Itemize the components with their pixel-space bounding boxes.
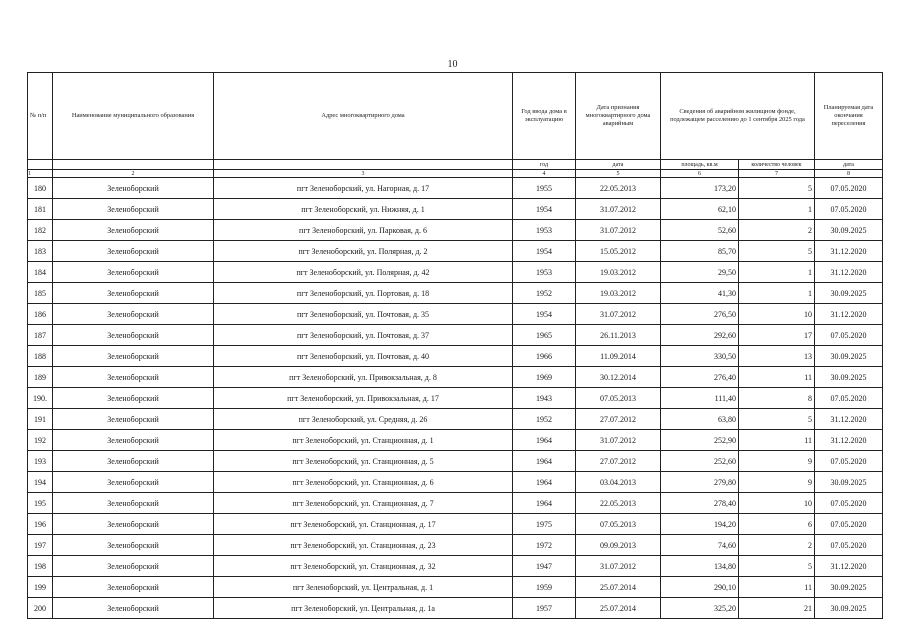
people-cell: 6 bbox=[739, 514, 815, 535]
address-cell: пгт Зеленоборский, ул. Станционная, д. 1 bbox=[214, 430, 513, 451]
date-recognized-cell: 27.07.2012 bbox=[576, 409, 661, 430]
municipality-cell: Зеленоборский bbox=[53, 388, 214, 409]
date-recognized-cell: 22.05.2013 bbox=[576, 178, 661, 199]
planned-date-cell: 30.09.2025 bbox=[815, 283, 883, 304]
planned-date-cell: 31.12.2020 bbox=[815, 262, 883, 283]
municipality-cell: Зеленоборский bbox=[53, 220, 214, 241]
table-body bbox=[28, 178, 883, 619]
people-cell: 11 bbox=[739, 367, 815, 388]
table-row bbox=[28, 388, 883, 409]
table-row bbox=[28, 304, 883, 325]
address-cell: пгт Зеленоборский, ул. Парковая, д. 6 bbox=[214, 220, 513, 241]
table-row bbox=[28, 346, 883, 367]
date-recognized-cell: 19.03.2012 bbox=[576, 283, 661, 304]
area-cell: 276,50 bbox=[661, 304, 739, 325]
people-cell: 11 bbox=[739, 577, 815, 598]
table-row bbox=[28, 262, 883, 283]
row-number: 185 bbox=[28, 283, 53, 304]
column-number: 2 bbox=[53, 170, 214, 178]
table-row bbox=[28, 325, 883, 346]
address-cell: пгт Зеленоборский, ул. Привокзальная, д. 17 bbox=[214, 388, 513, 409]
column-number: 6 bbox=[661, 170, 739, 178]
municipality-cell: Зеленоборский bbox=[53, 199, 214, 220]
header-date-recognized: Дата признания многоквартирного дома аварийным bbox=[576, 73, 661, 160]
planned-date-cell: 07.05.2020 bbox=[815, 493, 883, 514]
planned-date-cell: 31.12.2020 bbox=[815, 409, 883, 430]
planned-date-cell: 07.05.2020 bbox=[815, 388, 883, 409]
area-cell: 41,30 bbox=[661, 283, 739, 304]
table-row bbox=[28, 178, 883, 199]
address-cell: пгт Зеленоборский, ул. Почтовая, д. 35 bbox=[214, 304, 513, 325]
municipality-cell: Зеленоборский bbox=[53, 346, 214, 367]
planned-date-cell: 31.12.2020 bbox=[815, 556, 883, 577]
header-municipality: Наименование муниципального образования bbox=[53, 73, 214, 160]
people-cell: 10 bbox=[739, 304, 815, 325]
row-number: 183 bbox=[28, 241, 53, 262]
address-cell: пгт Зеленоборский, ул. Портовая, д. 18 bbox=[214, 283, 513, 304]
area-cell: 85,70 bbox=[661, 241, 739, 262]
planned-date-cell: 30.09.2025 bbox=[815, 367, 883, 388]
area-cell: 252,90 bbox=[661, 430, 739, 451]
table-row bbox=[28, 199, 883, 220]
municipality-cell: Зеленоборский bbox=[53, 577, 214, 598]
municipality-cell: Зеленоборский bbox=[53, 367, 214, 388]
emergency-housing-table bbox=[27, 72, 883, 619]
date-recognized-cell: 26.11.2013 bbox=[576, 325, 661, 346]
people-cell: 2 bbox=[739, 220, 815, 241]
date-recognized-cell: 11.09.2014 bbox=[576, 346, 661, 367]
table-row bbox=[28, 514, 883, 535]
address-cell: пгт Зеленоборский, ул. Станционная, д. 5 bbox=[214, 451, 513, 472]
date-recognized-cell: 27.07.2012 bbox=[576, 451, 661, 472]
planned-date-cell: 30.09.2025 bbox=[815, 577, 883, 598]
date-recognized-cell: 25.07.2014 bbox=[576, 598, 661, 619]
municipality-cell: Зеленоборский bbox=[53, 304, 214, 325]
date-recognized-cell: 09.09.2013 bbox=[576, 535, 661, 556]
municipality-cell: Зеленоборский bbox=[53, 451, 214, 472]
planned-date-cell: 31.12.2020 bbox=[815, 241, 883, 262]
area-cell: 74,60 bbox=[661, 535, 739, 556]
year-cell: 1959 bbox=[513, 577, 576, 598]
address-cell: пгт Зеленоборский, ул. Станционная, д. 32 bbox=[214, 556, 513, 577]
year-cell: 1969 bbox=[513, 367, 576, 388]
people-cell: 8 bbox=[739, 388, 815, 409]
address-cell: пгт Зеленоборский, ул. Почтовая, д. 37 bbox=[214, 325, 513, 346]
row-number: 191 bbox=[28, 409, 53, 430]
year-cell: 1954 bbox=[513, 304, 576, 325]
date-recognized-cell: 31.07.2012 bbox=[576, 430, 661, 451]
people-cell: 9 bbox=[739, 451, 815, 472]
year-cell: 1953 bbox=[513, 262, 576, 283]
area-cell: 290,10 bbox=[661, 577, 739, 598]
planned-date-cell: 07.05.2020 bbox=[815, 325, 883, 346]
row-number: 188 bbox=[28, 346, 53, 367]
unit-date: дата bbox=[576, 160, 661, 170]
municipality-cell: Зеленоборский bbox=[53, 178, 214, 199]
header-year: Год ввода дома в эксплуатацию bbox=[513, 73, 576, 160]
year-cell: 1952 bbox=[513, 283, 576, 304]
date-recognized-cell: 07.05.2013 bbox=[576, 514, 661, 535]
address-cell: пгт Зеленоборский, ул. Нижняя, д. 1 bbox=[214, 199, 513, 220]
year-cell: 1943 bbox=[513, 388, 576, 409]
row-number: 195 bbox=[28, 493, 53, 514]
row-number: 200 bbox=[28, 598, 53, 619]
year-cell: 1955 bbox=[513, 178, 576, 199]
table-row bbox=[28, 598, 883, 619]
column-number: 4 bbox=[513, 170, 576, 178]
unit-year: год bbox=[513, 160, 576, 170]
area-cell: 63,80 bbox=[661, 409, 739, 430]
people-cell: 9 bbox=[739, 472, 815, 493]
header-planned-date: Планируемая дата окончания переселения bbox=[815, 73, 883, 160]
people-cell: 17 bbox=[739, 325, 815, 346]
planned-date-cell: 31.12.2020 bbox=[815, 430, 883, 451]
area-cell: 330,50 bbox=[661, 346, 739, 367]
row-number: 180 bbox=[28, 178, 53, 199]
area-cell: 134,80 bbox=[661, 556, 739, 577]
municipality-cell: Зеленоборский bbox=[53, 535, 214, 556]
address-cell: пгт Зеленоборский, ул. Полярная, д. 2 bbox=[214, 241, 513, 262]
date-recognized-cell: 31.07.2012 bbox=[576, 304, 661, 325]
municipality-cell: Зеленоборский bbox=[53, 262, 214, 283]
address-cell: пгт Зеленоборский, ул. Станционная, д. 23 bbox=[214, 535, 513, 556]
municipality-cell: Зеленоборский bbox=[53, 283, 214, 304]
planned-date-cell: 31.12.2020 bbox=[815, 304, 883, 325]
address-cell: пгт Зеленоборский, ул. Средняя, д. 26 bbox=[214, 409, 513, 430]
year-cell: 1954 bbox=[513, 241, 576, 262]
year-cell: 1975 bbox=[513, 514, 576, 535]
area-cell: 173,20 bbox=[661, 178, 739, 199]
table-row bbox=[28, 556, 883, 577]
address-cell: пгт Зеленоборский, ул. Почтовая, д. 40 bbox=[214, 346, 513, 367]
row-number: 184 bbox=[28, 262, 53, 283]
municipality-cell: Зеленоборский bbox=[53, 493, 214, 514]
people-cell: 2 bbox=[739, 535, 815, 556]
row-number: 186 bbox=[28, 304, 53, 325]
date-recognized-cell: 31.07.2012 bbox=[576, 199, 661, 220]
column-number: 7 bbox=[739, 170, 815, 178]
date-recognized-cell: 03.04.2013 bbox=[576, 472, 661, 493]
header-address: Адрес многоквартирного дома bbox=[214, 73, 513, 160]
date-recognized-cell: 31.07.2012 bbox=[576, 556, 661, 577]
unit-area: площадь, кв.м bbox=[661, 160, 739, 170]
people-cell: 1 bbox=[739, 262, 815, 283]
row-number: 189 bbox=[28, 367, 53, 388]
municipality-cell: Зеленоборский bbox=[53, 430, 214, 451]
planned-date-cell: 07.05.2020 bbox=[815, 514, 883, 535]
row-number: 182 bbox=[28, 220, 53, 241]
table-row bbox=[28, 283, 883, 304]
area-cell: 111,40 bbox=[661, 388, 739, 409]
table-row bbox=[28, 241, 883, 262]
row-number: 199 bbox=[28, 577, 53, 598]
year-cell: 1964 bbox=[513, 430, 576, 451]
year-cell: 1964 bbox=[513, 451, 576, 472]
people-cell: 21 bbox=[739, 598, 815, 619]
year-cell: 1952 bbox=[513, 409, 576, 430]
municipality-cell: Зеленоборский bbox=[53, 556, 214, 577]
area-cell: 62,10 bbox=[661, 199, 739, 220]
year-cell: 1966 bbox=[513, 346, 576, 367]
date-recognized-cell: 25.07.2014 bbox=[576, 577, 661, 598]
year-cell: 1972 bbox=[513, 535, 576, 556]
area-cell: 325,20 bbox=[661, 598, 739, 619]
row-number: 181 bbox=[28, 199, 53, 220]
row-number: 198 bbox=[28, 556, 53, 577]
column-number: 3 bbox=[214, 170, 513, 178]
planned-date-cell: 07.05.2020 bbox=[815, 178, 883, 199]
people-cell: 13 bbox=[739, 346, 815, 367]
municipality-cell: Зеленоборский bbox=[53, 472, 214, 493]
table-row bbox=[28, 367, 883, 388]
table-row bbox=[28, 220, 883, 241]
row-number: 197 bbox=[28, 535, 53, 556]
planned-date-cell: 07.05.2020 bbox=[815, 535, 883, 556]
table-row bbox=[28, 430, 883, 451]
address-cell: пгт Зеленоборский, ул. Привокзальная, д. 8 bbox=[214, 367, 513, 388]
planned-date-cell: 30.09.2025 bbox=[815, 472, 883, 493]
date-recognized-cell: 07.05.2013 bbox=[576, 388, 661, 409]
header-num: № п/п bbox=[28, 73, 53, 160]
unit-blank bbox=[28, 160, 53, 170]
municipality-cell: Зеленоборский bbox=[53, 241, 214, 262]
unit-blank bbox=[53, 160, 214, 170]
table-row bbox=[28, 535, 883, 556]
address-cell: пгт Зеленоборский, ул. Центральная, д. 1 bbox=[214, 577, 513, 598]
unit-planned: дата bbox=[815, 160, 883, 170]
table-row bbox=[28, 493, 883, 514]
people-cell: 5 bbox=[739, 241, 815, 262]
date-recognized-cell: 19.03.2012 bbox=[576, 262, 661, 283]
people-cell: 1 bbox=[739, 199, 815, 220]
people-cell: 5 bbox=[739, 409, 815, 430]
column-number: 5 bbox=[576, 170, 661, 178]
planned-date-cell: 07.05.2020 bbox=[815, 451, 883, 472]
date-recognized-cell: 30.12.2014 bbox=[576, 367, 661, 388]
year-cell: 1954 bbox=[513, 199, 576, 220]
people-cell: 11 bbox=[739, 430, 815, 451]
people-cell: 10 bbox=[739, 493, 815, 514]
address-cell: пгт Зеленоборский, ул. Станционная, д. 6 bbox=[214, 472, 513, 493]
year-cell: 1957 bbox=[513, 598, 576, 619]
address-cell: пгт Зеленоборский, ул. Станционная, д. 17 bbox=[214, 514, 513, 535]
column-number: 1 bbox=[28, 170, 53, 178]
row-number: 193 bbox=[28, 451, 53, 472]
header-emergency-info: Сведения об аварийном жилищном фонде, подлежащем расселению до 1 сентября 2025 года bbox=[661, 73, 815, 160]
row-number: 190. bbox=[28, 388, 53, 409]
year-cell: 1965 bbox=[513, 325, 576, 346]
year-cell: 1964 bbox=[513, 493, 576, 514]
row-number: 196 bbox=[28, 514, 53, 535]
address-cell: пгт Зеленоборский, ул. Нагорная, д. 17 bbox=[214, 178, 513, 199]
unit-blank bbox=[214, 160, 513, 170]
date-recognized-cell: 15.05.2012 bbox=[576, 241, 661, 262]
area-cell: 194,20 bbox=[661, 514, 739, 535]
date-recognized-cell: 22.05.2013 bbox=[576, 493, 661, 514]
planned-date-cell: 30.09.2025 bbox=[815, 598, 883, 619]
table-row bbox=[28, 409, 883, 430]
address-cell: пгт Зеленоборский, ул. Полярная, д. 42 bbox=[214, 262, 513, 283]
area-cell: 252,60 bbox=[661, 451, 739, 472]
unit-people: количество человек bbox=[739, 160, 815, 170]
municipality-cell: Зеленоборский bbox=[53, 325, 214, 346]
date-recognized-cell: 31.07.2012 bbox=[576, 220, 661, 241]
municipality-cell: Зеленоборский bbox=[53, 598, 214, 619]
address-cell: пгт Зеленоборский, ул. Станционная, д. 7 bbox=[214, 493, 513, 514]
area-cell: 276,40 bbox=[661, 367, 739, 388]
address-cell: пгт Зеленоборский, ул. Центральная, д. 1а bbox=[214, 598, 513, 619]
table-row bbox=[28, 577, 883, 598]
year-cell: 1953 bbox=[513, 220, 576, 241]
column-number: 8 bbox=[815, 170, 883, 178]
year-cell: 1947 bbox=[513, 556, 576, 577]
row-number: 192 bbox=[28, 430, 53, 451]
table-row bbox=[28, 451, 883, 472]
people-cell: 5 bbox=[739, 556, 815, 577]
people-cell: 5 bbox=[739, 178, 815, 199]
municipality-cell: Зеленоборский bbox=[53, 409, 214, 430]
planned-date-cell: 30.09.2025 bbox=[815, 346, 883, 367]
people-cell: 1 bbox=[739, 283, 815, 304]
area-cell: 278,40 bbox=[661, 493, 739, 514]
area-cell: 279,80 bbox=[661, 472, 739, 493]
planned-date-cell: 07.05.2020 bbox=[815, 199, 883, 220]
planned-date-cell: 30.09.2025 bbox=[815, 220, 883, 241]
municipality-cell: Зеленоборский bbox=[53, 514, 214, 535]
row-number: 187 bbox=[28, 325, 53, 346]
table-row bbox=[28, 472, 883, 493]
year-cell: 1964 bbox=[513, 472, 576, 493]
area-cell: 29,50 bbox=[661, 262, 739, 283]
page-number: 10 bbox=[447, 59, 458, 70]
row-number: 194 bbox=[28, 472, 53, 493]
area-cell: 52,60 bbox=[661, 220, 739, 241]
area-cell: 292,60 bbox=[661, 325, 739, 346]
